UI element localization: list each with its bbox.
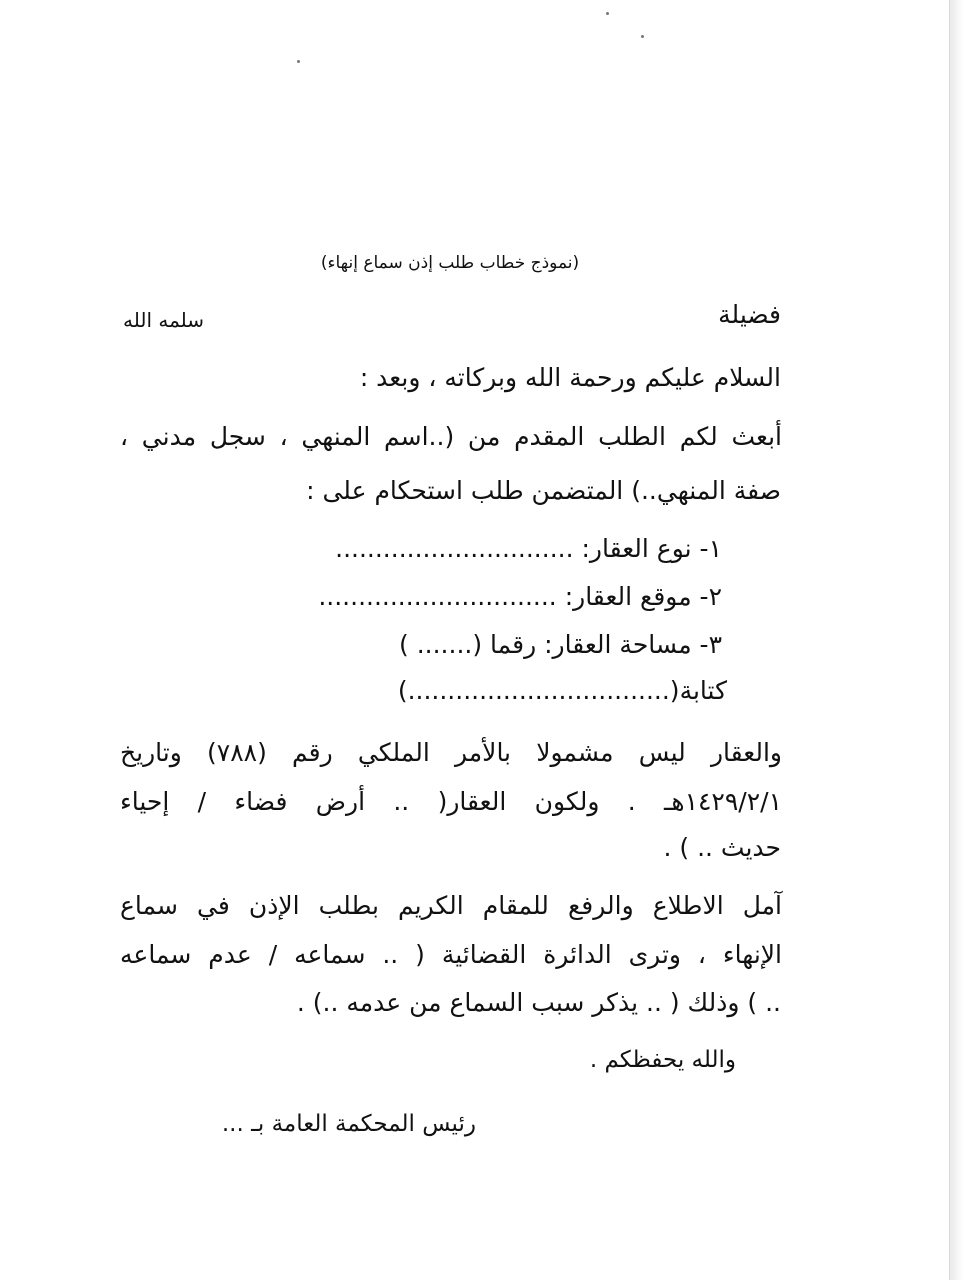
request-line-2: الإنهاء ، وترى الدائرة القضائية ( .. سماعه / عدم سماعه [120, 940, 782, 969]
scan-speck [641, 35, 644, 38]
form-title: (نموذج خطاب طلب إذن سماع إنهاء) [320, 253, 580, 273]
closing: والله يحفظكم . [589, 1047, 736, 1073]
intro-line-2: صفة المنهي..) المتضمن طلب استحكام على : [306, 476, 781, 505]
page-edge-shadow [949, 0, 964, 1280]
addressee-prefix: فضيلة [718, 300, 781, 329]
request-line-1: آمل الاطلاع والرفع للمقام الكريم بطلب الإذن في سماع [120, 891, 782, 920]
intro-line-1: أبعث لكم الطلب المقدم من (..اسم المنهي ، سجل مدني ، [120, 422, 782, 451]
property-type: ١- نوع العقار: .............................. [335, 534, 722, 563]
scan-speck [297, 60, 300, 63]
signature-line: رئيس المحكمة العامة بـ ... [221, 1111, 476, 1137]
property-area-words: كتابة(.................................) [397, 676, 727, 705]
exclusion-line-2: ١٤٢٩/٢/١هـ . ولكون العقار( .. أرض فضاء / إحياء [120, 787, 782, 816]
scan-speck [606, 12, 609, 15]
property-location: ٢- موقع العقار: .............................. [318, 582, 722, 611]
exclusion-line-1: والعقار ليس مشمولا بالأمر الملكي رقم (٧٨٨) وتاريخ [120, 738, 782, 767]
request-line-3: .. ) وذلك ( .. يذكر سبب السماع من عدمه ..) . [296, 988, 781, 1017]
addressee-suffix: سلمه الله [123, 308, 205, 332]
property-area-number: ٣- مساحة العقار: رقما (....... ) [399, 630, 722, 659]
greeting: السلام عليكم ورحمة الله وبركاته ، وبعد : [359, 363, 781, 392]
exclusion-line-3: حديث .. ) . [663, 833, 781, 862]
